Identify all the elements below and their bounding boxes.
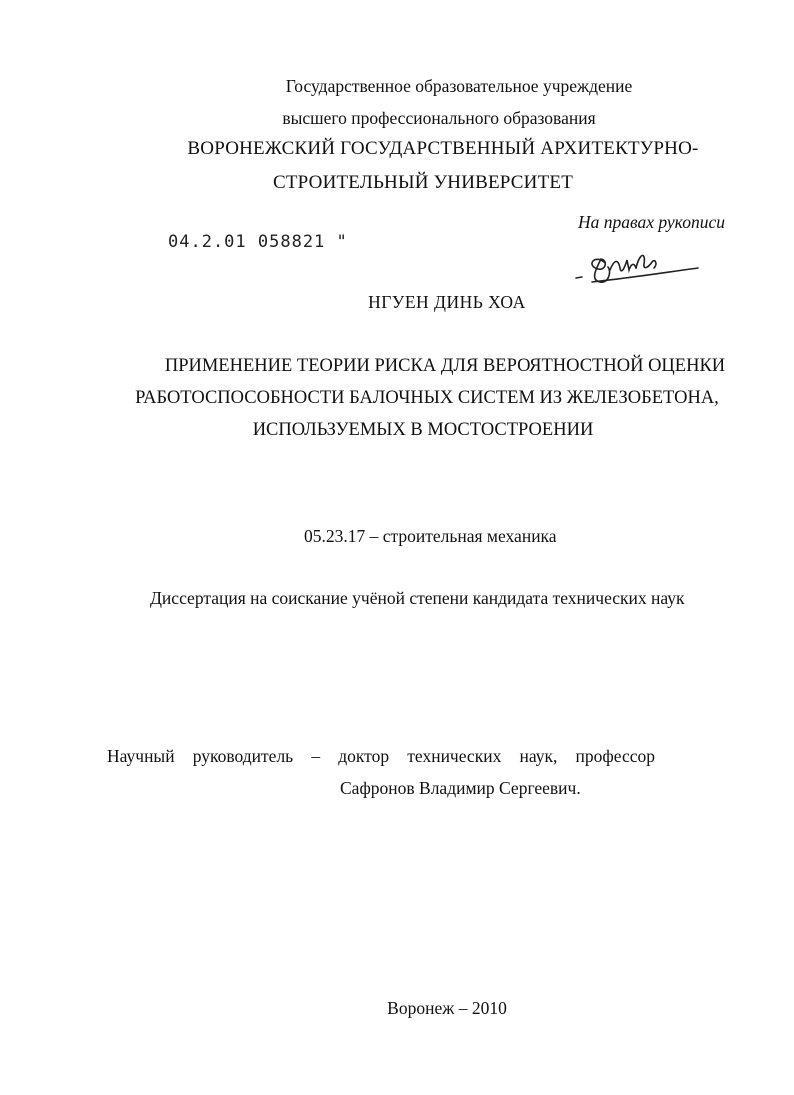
institution-line-1: Государственное образовательное учреждение (285, 76, 633, 96)
signature-icon (570, 242, 705, 292)
dissertation-title-line-2: РАБОТОСПОСОБНОСТИ БАЛОЧНЫХ СИСТЕМ ИЗ ЖЕЛЕЗОБЕТОНА, (135, 388, 719, 408)
dissertation-title-line-1: ПРИМЕНЕНИЕ ТЕОРИИ РИСКА ДЛЯ ВЕРОЯТНОСТНОЙ ОЦЕНКИ (164, 356, 726, 376)
supervisor-word: Научный (107, 746, 175, 766)
specialty-code: 05.23.17 – строительная механика (304, 526, 557, 546)
supervisor-line (107, 746, 655, 767)
dissertation-title-line-3: ИСПОЛЬЗУЕМЫХ В МОСТОСТРОЕНИИ (252, 420, 594, 440)
supervisor-word: наук, (519, 746, 558, 766)
supervisor-word: профессор (575, 746, 655, 766)
supervisor-word: руководитель (192, 746, 294, 766)
manuscript-rights-label: На правах рукописи (578, 212, 725, 232)
supervisor-word: технических (407, 746, 502, 766)
degree-statement: Диссертация на соискание учёной степени кандидата технических наук (150, 588, 685, 608)
supervisor-word: – (311, 746, 321, 766)
university-name-line-1: ВОРОНЕЖСКИЙ ГОСУДАРСТВЕННЫЙ АРХИТЕКТУРНО- (187, 138, 699, 159)
supervisor-word: доктор (338, 746, 390, 766)
author-name: НГУЕН ДИНЬ ХОА (368, 292, 526, 312)
supervisor-name: Сафронов Владимир Сергеевич. (340, 778, 581, 798)
inventory-stamp-number: 04.2.01 058821 " (168, 232, 348, 252)
city-and-year: Воронеж – 2010 (387, 998, 507, 1018)
institution-line-2: высшего профессионального образования (282, 108, 596, 128)
university-name-line-2: СТРОИТЕЛЬНЫЙ УНИВЕРСИТЕТ (272, 172, 574, 193)
